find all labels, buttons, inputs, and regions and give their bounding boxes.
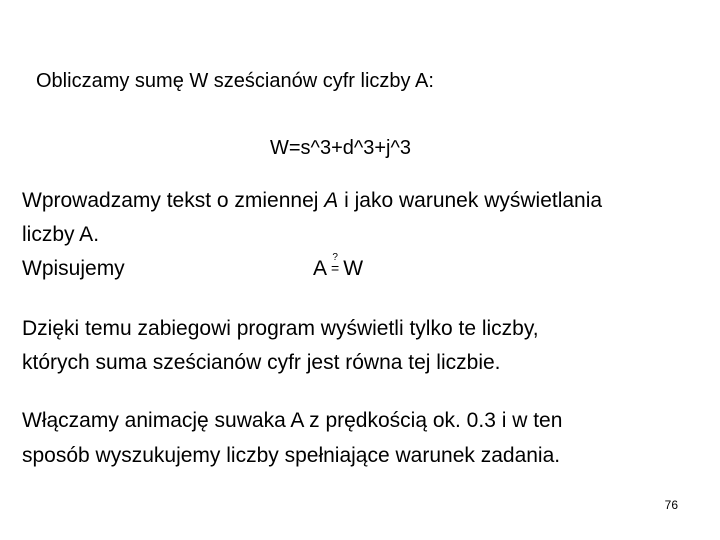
condition-right: W [343, 257, 364, 280]
equals-sign: = [331, 260, 340, 276]
variable-a: A [324, 189, 339, 212]
paragraph-2-line-1: Dzięki temu zabiegowi program wyświetli tylko te liczby, [22, 317, 539, 340]
paragraph-1-line-3: Wpisujemy [22, 257, 125, 280]
paragraph-1-line-1-end: i jako warunek wyświetlania [338, 189, 603, 212]
page-number: 76 [664, 498, 678, 512]
paragraph-3-line-2: sposób wyszukujemy liczby spełniające warunek zadania. [22, 444, 561, 467]
paragraph-1-line-1 [22, 190, 602, 211]
paragraph-2-line-2: których suma sześcianów cyfr jest równa tej liczbie. [22, 351, 501, 374]
comparison-operator [331, 252, 340, 279]
condition-left: A [313, 257, 328, 280]
formula: W=s^3+d^3+j^3 [270, 137, 412, 159]
paragraph-1-line-2: liczby A. [22, 223, 100, 246]
paragraph-1-line-1-start: Wprowadzamy tekst o zmiennej [22, 189, 325, 212]
question-mark: ? [332, 252, 338, 263]
paragraph-3-line-1: Włączamy animację suwaka A z prędkością ok. 0.3 i w ten [22, 409, 563, 432]
intro-text: Obliczamy sumę W sześcianów cyfr liczby A: [36, 70, 434, 92]
display-condition [313, 252, 364, 280]
